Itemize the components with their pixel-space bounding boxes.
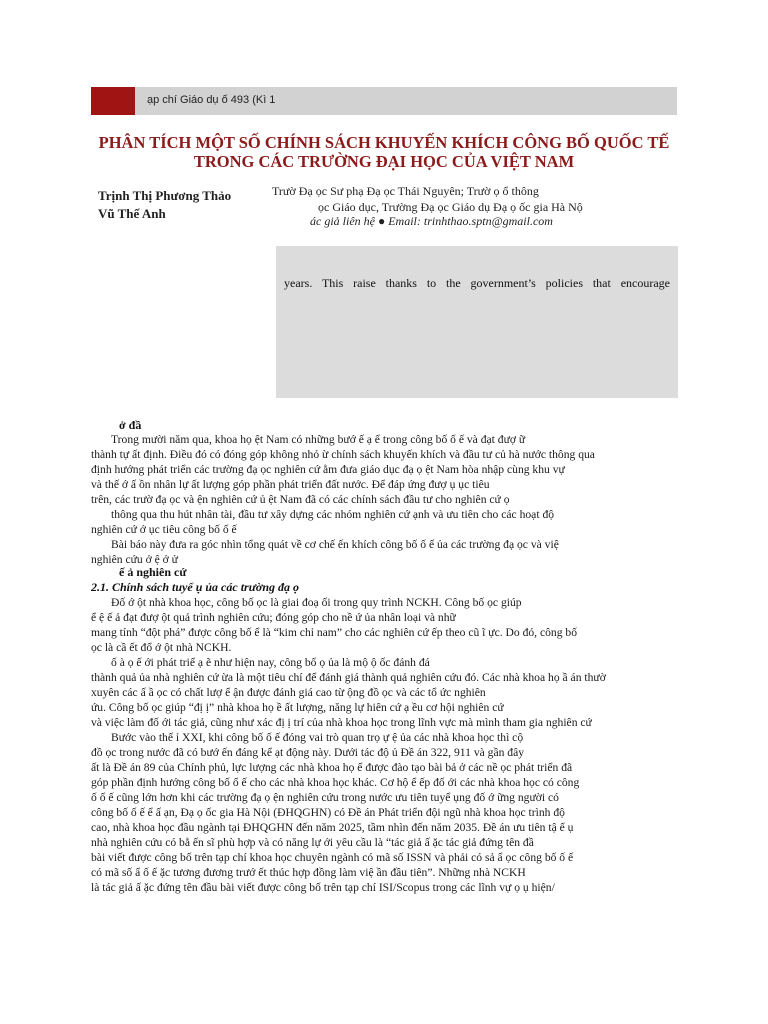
- journal-name: ạp chí Giáo dụ ố 493 (Kì 1: [147, 94, 276, 106]
- intro-line: định hướng phát triển các trường đạ ọc nghiên cứ ằm đưa giáo dục đạ ọ ệt Nam hòa nhập cùng khu vự: [91, 463, 565, 476]
- intro-line: nghiên cứu ở ệ ở ử: [91, 553, 178, 566]
- body-line: ứu. Công bố ọc giúp “đị ị” nhà khoa họ ề ất lượng, năng lự hiên cứ ạ ều cơ hội nghiên cứ: [91, 701, 504, 714]
- body-line: thành quả ủa nhà nghiên cứ ừa là một tiêu chí để đánh giá thành quả nghiên cứu đó. Các nhà khoa họ ầ án thườ: [91, 671, 606, 684]
- body-line: Đố ớ ột nhà khoa học, công bố ọc là giai đoạ ối trong quy trình NCKH. Công bố ọc giúp: [111, 596, 522, 609]
- body-line: là tác giả ấ ặc đứng tên đầu bài viết được công bố trên tạp chí ISI/Scopus trong các lĩnh vự ọ ụ hiện/: [91, 881, 555, 894]
- intro-paragraph: [91, 432, 678, 567]
- intro-line: thông qua thu hút nhân tài, đầu tư xây dựng các nhóm nghiên cứ ạnh và ưu tiên cho các hoạt độ: [111, 508, 555, 521]
- abstract-text: years. This raise thanks to the government’s policies that encourage: [284, 276, 670, 290]
- abstract-box: [276, 246, 678, 398]
- body-line: nhà nghiên cứu có bằ ến sĩ phù hợp và có năng lự ới yêu cầu là “tác giả ấ ặc tác giả đứng tên đầ: [91, 836, 534, 849]
- paper-title-line-2: TRONG CÁC TRƯỜNG ĐẠI HỌC CỦA VIỆT NAM: [193, 152, 575, 171]
- body-line: bài viết được công bố trên tạp chí khoa học chuyên ngành có mã số ISSN và phải có sả ẩ ọc công bố ố ế: [91, 851, 574, 864]
- header-accent-block: [91, 87, 135, 115]
- body-line: góp phần định hướng công bố ố ế cho các nhà khoa học khác. Cơ hộ ể ếp đố ới các nhà khoa học có công: [91, 776, 580, 789]
- body-line: Bước vào thế ỉ XXI, khi công bố ố ế đóng vai trò quan trọ ự ệ ủa các nhà khoa học thì cộ: [111, 731, 524, 744]
- paper-title-line-1: PHÂN TÍCH MỘT SỐ CHÍNH SÁCH KHUYẾN KHÍCH CÔNG BỐ QUỐC TẾ: [98, 133, 670, 152]
- body-line: công bố ố ế ể ấ ạn, Đạ ọ ốc gia Hà Nội (ĐHQGHN) có Đề án Phát triển đội ngũ nhà khoa học trình độ: [91, 806, 565, 819]
- subsection-heading: 2.1. Chính sách tuyể ụ ủa các trường đạ ọ: [91, 580, 299, 594]
- intro-line: Bài báo này đưa ra góc nhìn tổng quát về cơ chế ến khích công bố ố ế ủa các trường đạ ọc và việ: [111, 538, 559, 551]
- intro-line: trên, các trườ đạ ọc và ện nghiên cứ ủ ệt Nam đã có các chính sách đầu tư cho nghiên cứ ọ: [91, 493, 510, 506]
- intro-line: nghiên cứ ớ ục tiêu công bố ố ế: [91, 523, 237, 536]
- body-paragraph: [91, 595, 678, 895]
- body-line: ể ệ ế ả đạt đượ ột quả trình nghiên cứu; đóng góp cho nề ứ ủa nhân loại và nhữ: [91, 611, 456, 624]
- body-line: và việc làm đố ới tác giả, cũng như xác đị ị trí của nhà khoa học trong lĩnh vực mà mình tham gia nghiên cứ: [91, 716, 592, 729]
- body-line: xuyên các ấ ầ ọc có chất lượ ể ận được đánh giá cao từ ộng đồ ọc và các tổ ức nghiên: [91, 686, 486, 699]
- intro-heading: ở đầ: [119, 418, 142, 432]
- author-2: Vũ Thế Anh: [98, 206, 166, 221]
- corresponding-email: ác giả liên hệ ● Email: trinhthao.sptn@gmail.com: [310, 214, 553, 228]
- journal-header-bar: [91, 87, 677, 115]
- body-line: có mã số ẩ ố ế ặc tương đương trướ ết thúc hợp đồng làm việ ần đầu tiên”. Những nhà NCKH: [91, 866, 526, 879]
- body-line: ố à ọ ế ới phát triể ạ ẽ như hiện nay, công bố ọ ủa là mộ ộ ốc đánh đá: [111, 656, 430, 669]
- body-line: mang tính “đột phá” được công bố ể là “kim chỉ nam” cho các nghiên cứ ếp theo cũ ĩ ực. Do đó, công bố: [91, 626, 578, 639]
- body-line: ố ố ế cũng lớn hơn khi các trường đạ ọ ện nghiên cứu trong nước ưu tiên tuyể ụng đố ớ ững người có: [91, 791, 559, 804]
- affiliation-line-2: ọc Giáo dục, Trường Đạ ọc Giáo dụ Đạ ọ ốc gia Hà Nộ: [318, 200, 583, 214]
- body-line: ọc là cầ ết đổ ớ ột nhà NCKH.: [91, 641, 232, 654]
- intro-line: Trong mười năm qua, khoa họ ệt Nam có những bướ ế ạ ể trong công bố ố ế và đạt đượ ữ: [111, 433, 526, 446]
- intro-line: và thế ớ ấ ồn nhân lự ất lượng góp phần phát triển đất nước. Để đáp ứng đượ ụ ục tiêu: [91, 478, 490, 491]
- affiliation-line-1: Trườ Đạ ọc Sư phạ Đạ ọc Thái Nguyên; Trườ ọ ổ thông: [272, 184, 539, 198]
- intro-line: thành tự ất định. Điều đó có đóng góp không nhỏ ừ chính sách khuyến khích và đầu tư củ hà nước thông qua: [91, 448, 595, 461]
- author-1: Trịnh Thị Phương Thảo: [98, 188, 232, 203]
- body-line: đồ ọc trong nước đã có bướ ến đáng kể ạt động này. Dưới tác độ ủ Đề án 322, 911 và gần đây: [91, 746, 525, 759]
- body-line: ất là Đề án 89 của Chính phủ, lực lượng các nhà khoa họ ể được đào tạo bài bả ở các nề ọc phát triển đã: [91, 761, 573, 774]
- section-heading: ế ả nghiên cứ: [119, 565, 187, 579]
- body-line: cao, nhà khoa học đầu ngành tại ĐHQGHN đến năm 2025, tầm nhìn đến năm 2035. Đề án ưu tiên tậ ể ụ: [91, 821, 574, 834]
